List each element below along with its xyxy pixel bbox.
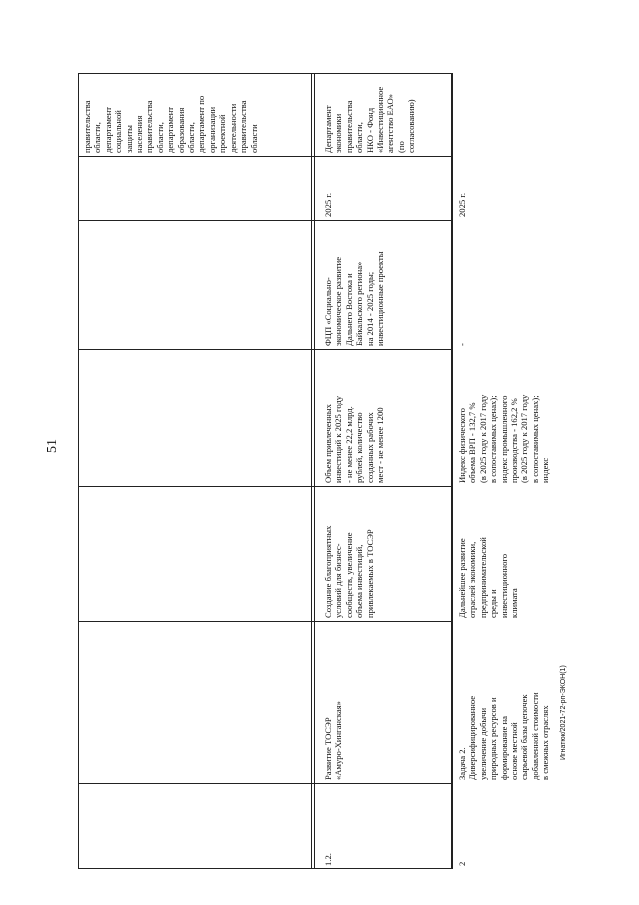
table-border-top bbox=[78, 73, 452, 74]
cell-result-2: Индекс физического объема ВРП - 132,7 % (в 2025 году к 2017 году в сопоставимых ценах); индекс промышленного производства - 162,2 % (в 2025 году к 2017 году в сопоставимых ценах); индекс bbox=[457, 394, 551, 483]
cell-task-2: Задача 2. Диверсифицированное увеличение добычи природных ресурсов и формирование на основе местной сырьевой базы цепочек добавленной стоимости в смежных отраслях bbox=[457, 692, 551, 780]
cell-executors-1-2: Департамент экономики правительства области, НКО - Фонд «Инвестиционное агентство ЕАО» (по согласованию) bbox=[323, 86, 417, 153]
plan-table bbox=[78, 73, 551, 869]
cell-term-1-2: 2025 г. bbox=[323, 192, 333, 217]
document-id: Игнатюк/2021-72-рп-ЭКОН(1) bbox=[560, 665, 567, 760]
table-border-right bbox=[452, 73, 453, 869]
column-divider bbox=[78, 220, 452, 221]
cell-measure-1-2: Создание благоприятных условий для бизнес- сообществ, увеличение объема инвестиций, привлекаемых в ТОСЭР bbox=[323, 525, 375, 618]
cell-term-2: 2025 г. bbox=[457, 192, 467, 217]
cell-source-1-2: ФЦП «Социально- экономическое развитие Дальнего Востока и Байкальского региона» на 2014 - 2025 годы; инвестиционные проекты bbox=[323, 251, 386, 346]
row-divider bbox=[311, 73, 312, 869]
table-border-bottom bbox=[78, 868, 452, 869]
cell-measure-2: Дальнейшее развитие отраслей экономики, предпринимательской среды и инвестиционного климата bbox=[457, 537, 520, 618]
cell-executors-prev: правительства области, департамент социальной защиты населения правительства области, департамент образования области, департамент по организации проектной деятельности правительства области bbox=[82, 95, 259, 153]
row-divider-double bbox=[314, 73, 315, 869]
cell-num-2: 2 bbox=[457, 861, 467, 866]
page-number: 51 bbox=[45, 439, 60, 453]
column-divider bbox=[78, 349, 452, 350]
cell-num-1-2: 1.2. bbox=[323, 853, 333, 866]
cell-source-2: - bbox=[457, 343, 467, 346]
cell-result-1-2: Объем привлеченных инвестиций к 2025 году - не менее 22,2 млрд. рублей, количество созданных рабочих мест - не менее 1200 bbox=[323, 395, 386, 483]
column-divider bbox=[78, 621, 452, 622]
cell-task-1-2: Развитие ТОСЭР «Амуро-Хинганская» bbox=[323, 701, 344, 780]
column-divider bbox=[78, 486, 452, 487]
column-divider bbox=[78, 156, 452, 157]
column-divider bbox=[78, 783, 452, 784]
table-border-left bbox=[78, 73, 79, 869]
